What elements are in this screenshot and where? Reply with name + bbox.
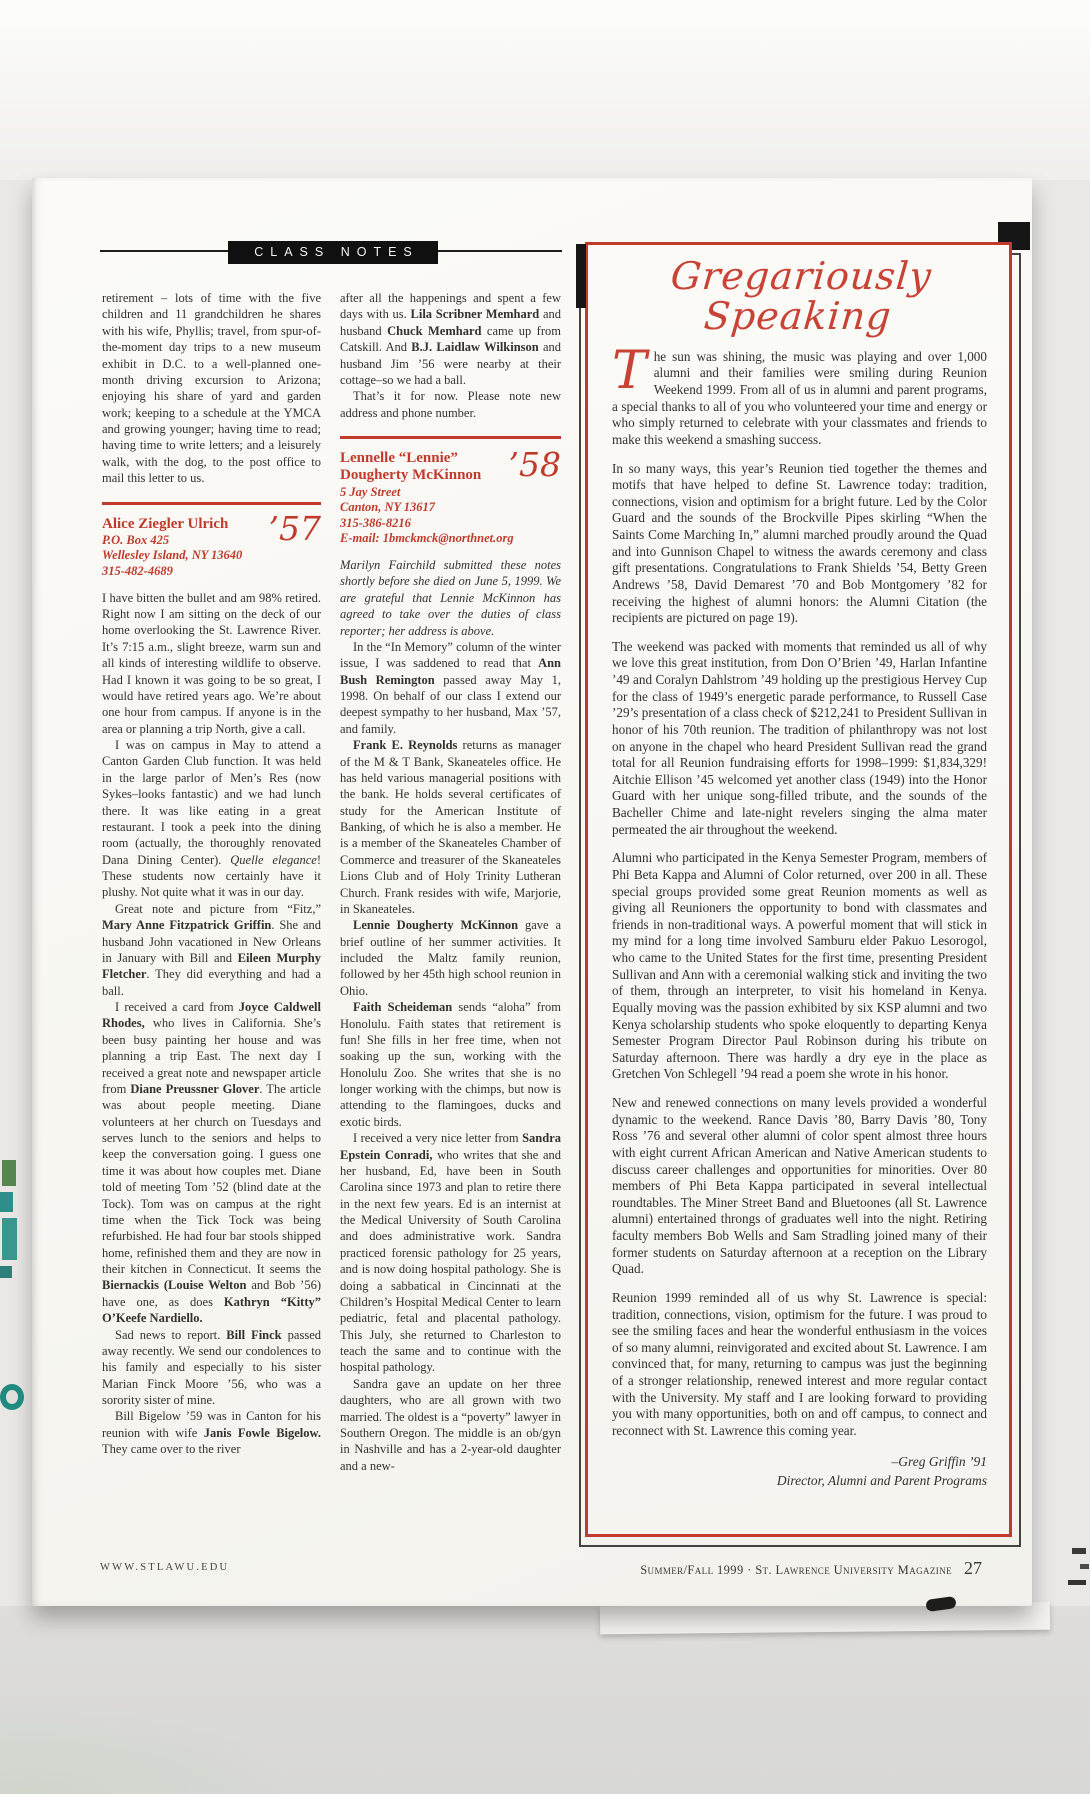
paragraph: Frank E. Reynolds returns as manager of the M & T Bank, Skaneateles office. He has held various managerial positions with the bank. He holds several certificates of study for the American Institute of Banking, of which he is also a member. He is a member of the Skaneateles Chamber of Commerce and treasurer of the Skaneateles Lions Club and of Holy Trinity Lutheran Church. Frank resides with wife, Marjorie, in Skaneateles. [340,738,561,916]
paragraph: Alumni who participated in the Kenya Semester Program, members of Phi Beta Kappa and Alumni of Color returned, over 200 in all. These special groups provided some great Reunion moments as well as giving all Reunioners the opportunity to bond with classmates and friends in non-traditional ways. A powerful moment that will stick in my mind for a long time involved Samburu elder Pakuo Lesorogol, who came to the United States for the first time, presenting President Sullivan and Ann with a ceremonial walking stick and inviting the two of them, through an interpreter, to visit his homeland in Kenya. Equally moving was the passion exhibited by six KSP alumni and two Kenya scholarship students who spoke eloquently to departing Kenya Semester Program Director Paul Robinson during his tribute on Saturday afternoon. There was hardly a dry eye in the place as Gretchen Von Schlegell ’94 read a poem she wrote in his honor. [612,850,987,1082]
page-edge-below [600,1602,1050,1635]
signature [612,1452,987,1491]
magazine-page [32,178,1032,1606]
paragraph: Great note and picture from “Fitz,” Mary Anne Fitzpatrick Griffin. She and husband John vacationed in New Orleans in January with Bill and Eileen Murphy Fletcher. They did everything and had a ball. [102,901,321,998]
class-divider-rule [340,436,561,439]
class-reporter-name: Alice Ziegler Ulrich [102,515,229,532]
corner-tab-left [576,244,586,308]
class-year-57: ’57 [268,508,321,548]
class-reporter-address-line: 5 Jay Street [340,484,401,499]
paragraph: Sad news to report. Bill Finck passed away recently. We send our condolences to his family and especially to his sister Marian Finck Moore ’56, who was a sorority sister of mine. [102,1327,321,1407]
class-reporter-name: Dougherty McKinnon [340,467,482,484]
column-1 [102,290,321,1458]
paragraph-text: he sun was shining, the music was playing and over 1,000 alumni and their families were smiling during Reunion Weekend 1999. From all of us in alumni and parent programs, a special thanks to all of you who volunteered your time and energy or who simply returned to celebrate with your classmates and friends to make this weekend a smashing success. [612,348,987,447]
class-notes-banner: CLASS NOTES [228,241,438,264]
paragraph: Sandra gave an update on her three daughters, who are all grown with two married. The oldest is a “poverty” lawyer in Southern Oregon. The middle is an ob/gyn in Nashville and has a 2-year-old daughter and a new- [340,1376,561,1473]
signature-title: Director, Alumni and Parent Programs [776,1473,987,1489]
paragraph: Lennie Dougherty McKinnon gave a brief outline of her summer activities. It included the Maltz family reunion, followed by her 45th high school reunion in Ohio. [340,918,561,998]
paragraph: New and renewed connections on many levels provided a wonderful dynamic to the weekend. Rance Davis ’80, Barry Davis ’80, Tony Ross ’76 and several other alumni of color spent almost three hours with eight current African American and Native American students to discuss career challenges and opportunities for minorities. Over 80 members of Phi Beta Kappa participated in several intellectual roundtables. The Miner Street Band and Bluetoones (all St. Lawrence alumni) entertained throngs of graduates well into the night. Retiring faculty members Bob Wells and Sam Stradling joined many of their former students on Saturday afternoon at a reception on the Library Quad. [612,1095,987,1277]
scan-tick [1068,1580,1086,1585]
paragraph: Reunion 1999 reminded all of us why St. Lawrence is special: tradition, connections, vision, optimism for the future. I was proud to see the smiling faces and hear the wonderful enthusiasm in the voices of so many alumni, reinvigorated and excited about St. Lawrence. I am convinced that, for many, returning to campus was just the beginning of a stronger relationship, renewed interest and more regular contact with the University. My staff and I are looking forward to providing you with many opportunities, both on and off campus, to connect and reconnect with St. Lawrence this coming year. [612,1289,987,1438]
paragraph: I have bitten the bullet and am 98% retired. Right now I am sitting on the deck of our home overlooking the St. Lawrence River. It’s 7:15 a.m., slight breeze, warm sun and all kinds of interesting wildlife to observe. Had I known it was going to be so great, I would have retired years ago. We’re about one hour from campus. If anyone is in the area or planning a trip North, give a call. [102,590,321,736]
class-reporter-address-line: Canton, NY 13617 [340,500,436,515]
footer-url: WWW.STLAWU.EDU [100,1562,230,1573]
paragraph: The weekend was packed with moments that reminded us all of why we love this great institution, from Don O’Brien ’49, Harlan Infantine ’49 and Coralyn Dahlstrom ’49 holding up the prestigious Hervey Cup for the class of 1949’s energetic parade performance, to Russell Case ’29’s presentation of a class check of $212,241 to President Sullivan in honor of his 70th reunion. The tradition of philanthropy was not lost on anyone in the chapel who heard President Sullivan read the grand total for all Reunion fundraising efforts for 1998–1999: $1,834,329! Aitchie Ellison ’45 welcomed yet another class (1949) into the Honor Guard with her unique song-filled tribute, and the sounds of the Bacheller Chime and late-night revelers singing the alma mater permeated the air throughout the weekend. [612,638,987,837]
scan-artifact [0,1266,12,1278]
paragraph: In the “In Memory” column of the winter issue, I was saddened to read that Ann Bush Remington passed away May 1, 1998. On behalf of our class I extend our deepest sympathy to her husband, Max ’57, and family. [340,639,561,736]
paragraph: after all the happenings and spent a few days with us. Lila Scribner Memhard and husband Chuck Memhard came up from Catskill. And B.J. Laidlaw Wilkinson and husband Jim ’56 were nearby at their cottage–so we had a ball. [340,291,561,387]
page-number: 27 [964,1558,982,1578]
class-header-57 [102,502,321,580]
signature-name: –Greg Griffin ’91 [891,1453,987,1469]
paragraph: I received a very nice letter from Sandra Epstein Conradi, who writes that she and her husband, Ed, have been in South Carolina since 1973 and plan to retire there in the next few years. Ed is an internist at the Medical University of South Carolina and does administrative work. Sandra practiced forensic pathology for 25 years, and is now doing hospital pathology. She is doing a sabbatical in Cincinnati at the Children’s Hospital Medical Center to learn pediatric, fetal and placental pathology. This July, she returned to Charleston to teach the same and to continue with the hospital pathology. [340,1131,561,1375]
scan-background-top [0,0,1090,180]
paragraph [612,340,987,449]
scan-artifact [2,1160,16,1186]
paragraph: In so many ways, this year’s Reunion tied together the themes and motifs that have helped to define St. Lawrence today: tradition, connections, vision and optimism for a bright future. Led by the Color Guard and the sounds of the Brockville Pipes skirling “When the Saints Come Marching In,” alumni marched proudly around the Quad and into Gunnison Chapel to witness the awards ceremony and class gift presentations. Congratulations to Frank Shields ’54, Betty Green Andrews ’58, David Demarest ’70 and Bob Montgomery ’82 for receiving the highest of alumni honors: the Alumni Citation (the recipients are pictured on page 19). [612,460,987,626]
scan-artifact [2,1218,17,1260]
class-reporter-name: Lennelle “Lennie” [340,450,458,466]
class-reporter-phone: 315-386-8216 [340,515,411,530]
scan-tick [1072,1548,1086,1554]
box-title: Gregariously Speaking [669,254,934,338]
class-reporter-email: E-mail: 1bmckmck@northnet.org [340,531,514,546]
footer-issue [592,1558,982,1579]
class-year-58: ’58 [508,445,561,484]
class-reporter-phone: 315-482-4689 [102,564,173,578]
scan-artifact-ring [0,1384,24,1410]
drop-cap: T [612,340,647,401]
footer-magazine-title: Summer/Fall 1999 · St. Lawrence University Magazine [640,1563,952,1577]
scan-artifact [0,1192,13,1212]
gregariously-speaking-box [585,242,1012,1537]
paragraph: Bill Bigelow ’59 was in Canton for his reunion with wife Janis Fowle Bigelow. They came over to the river [102,1409,321,1457]
editors-note-paragraph: Marilyn Fairchild submitted these notes shortly before she died on June 5, 1999. We are grateful that Lennie McKinnon has agreed to take over the duties of class reporter; her address is above. [340,558,561,638]
scan-tick [1080,1564,1089,1569]
class-divider-rule [102,502,321,505]
column-2 [340,290,561,1474]
class-reporter-address-line: Wellesley Island, NY 13640 [102,548,243,563]
class-reporter-address-line: P.O. Box 425 [102,532,170,547]
paragraph: I received a card from Joyce Caldwell Rhodes, who lives in California. She’s been busy painting her house and was planning a trip East. The next day I received a great note and newspaper article from Diane Preussner Glover. The article was about people meeting. Diane volunteers at her church on Tuesdays and serves lunch to the seniors and helps to keep the conversation going. I guess one time it was about how couples met. Diane told of meeting Tom ’52 (blind date at the Tock). Tom was on campus at the right time when the Tick Tock was being refurbished. He had four bar stools shipped home, refinished them and they are now in their kitchen in Connecticut. It seems the Biernackis (Louise Welton and Bob ’56) have one, as does Kathryn “Kitty” O’Keefe Nardiello. [102,1000,321,1326]
paragraph: retirement – lots of time with the five children and 11 grandchildren he shares with his wife, Phyllis; travel, from spur-of-the-moment day trips to a new museum exhibit in D.C. to a well-planned one-month driving excursion to Arizona; enjoying his share of yard and garden work; keeping to a schedule at the YMCA and growing younger; having time to read; having time to write letters; and a leisurely walk, with the dog, to the post office to mail this letter to us. [102,291,321,486]
paragraph: That’s it for now. Please note new address and phone number. [340,389,561,420]
class-header-58 [340,436,561,547]
paragraph: Faith Scheideman sends “aloha” from Honolulu. Faith states that retirement is fun! She fills in her free time, when not soaking up the sun, working with the Honolulu Zoo. She writes that she is no longer working with the chimps, but now is attending to the flamingoes, ducks and exotic birds. [340,1000,561,1129]
paragraph: I was on campus in May to attend a Canton Garden Club function. It was held in the large parlor of Men’s Res (now Sykes–looks fantastic) and we had lunch there. It was like eating in a great restaurant. I took a peek into the dining room (actually, the thoroughly renovated Dana Dining Center). Quelle elegance! These students now certainly have it plushy. Not quite what it was in our day. [102,738,322,900]
scan-background-tint [0,1700,300,1794]
